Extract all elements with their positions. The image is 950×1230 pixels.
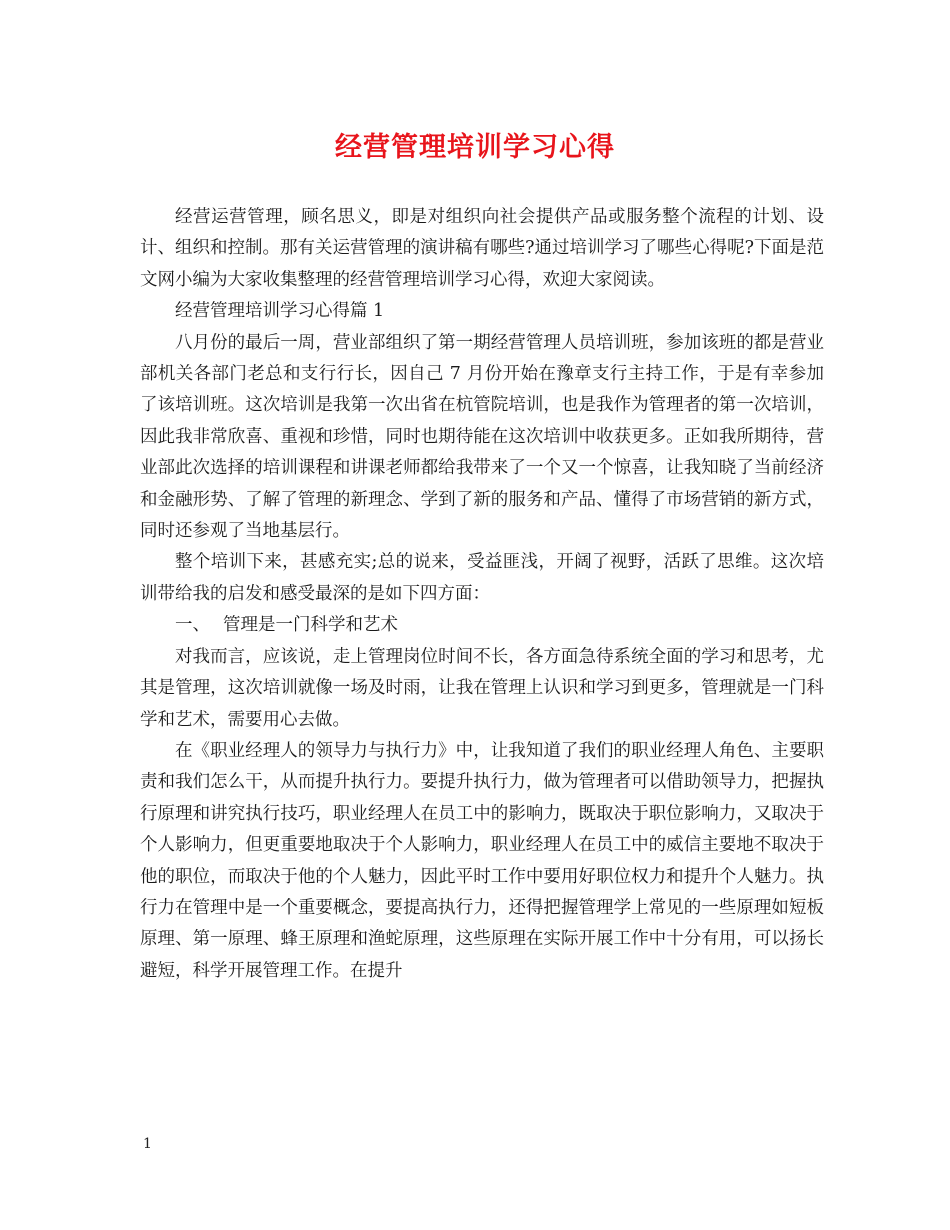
paragraph-4: 在《职业经理人的领导力与执行力》中，让我知道了我们的职业经理人角色、主要职责和我们怎么干，从而提升执行力。要提升执行力，做为管理者可以借助领导力，把握执行原理和讲究执行技巧，职业经理人在员工中的影响力，既取决于职位影响力，又取决于个人影响力，但更重要地取决于个人影响力，职业经理人在员工中的威信主要地不取决于他的职位，而取决于他的个人魅力，因此平时工作中要用好职位权力和提升个人魅力。执行力在管理中是一个重要概念，要提高执行力，还得把握管理学上常见的一些原理如短板原理、第一原理、蜂王原理和渔蛇原理，这些原理在实际开展工作中十分有用，可以扬长避短，科学开展管理工作。在提升 [140, 740, 824, 981]
paragraph-2: 整个培训下来，甚感充实;总的说来，受益匪浅，开阔了视野，活跃了思维。这次培训带给我的启发和感受最深的是如下四方面： [140, 552, 824, 604]
heading-1-number: 一、 [175, 615, 210, 636]
heading-1 [140, 610, 824, 641]
paragraph-1: 八月份的最后一周，营业部组织了第一期经营管理人员培训班，参加该班的都是营业部机关各部门老总和支行行长，因自己 7 月份开始在豫章支行主持工作，于是有幸参加了该培训班。这次培训是我第一次出省在杭管院培训，也是我作为管理者的第一次培训，因此我非常欣喜、重视和珍惜，同时也期待能在这次培训中收获更多。正如我所期待，营业部此次选择的培训课程和讲课老师都给我带来了一个又一个惊喜，让我知晓了当前经济和金融形势、了解了管理的新理念、学到了新的服务和产品、懂得了市场营销的新方式，同时还参观了当地基层行。 [140, 332, 824, 542]
section-title: 经营管理培训学习心得篇 1 [175, 301, 385, 322]
page-number: 1 [143, 1136, 152, 1152]
paragraph-3: 对我而言，应该说，走上管理岗位时间不长，各方面急待系统全面的学习和思考，尤其是管理，这次培训就像一场及时雨，让我在管理上认识和学习到更多，管理就是一门科学和艺术，需要用心去做。 [140, 646, 824, 730]
document-title: 经营管理培训学习心得 [335, 132, 615, 163]
document-body [140, 202, 824, 987]
heading-1-text: 管理是一门科学和艺术 [223, 615, 398, 636]
intro-paragraph: 经营运营管理，顾名思义，即是对组织向社会提供产品或服务整个流程的计划、设计、组织和控制。那有关运营管理的演讲稿有哪些?通过培训学习了哪些心得呢?下面是范文网小编为大家收集整理的经营管理培训学习心得，欢迎大家阅读。 [140, 207, 824, 290]
